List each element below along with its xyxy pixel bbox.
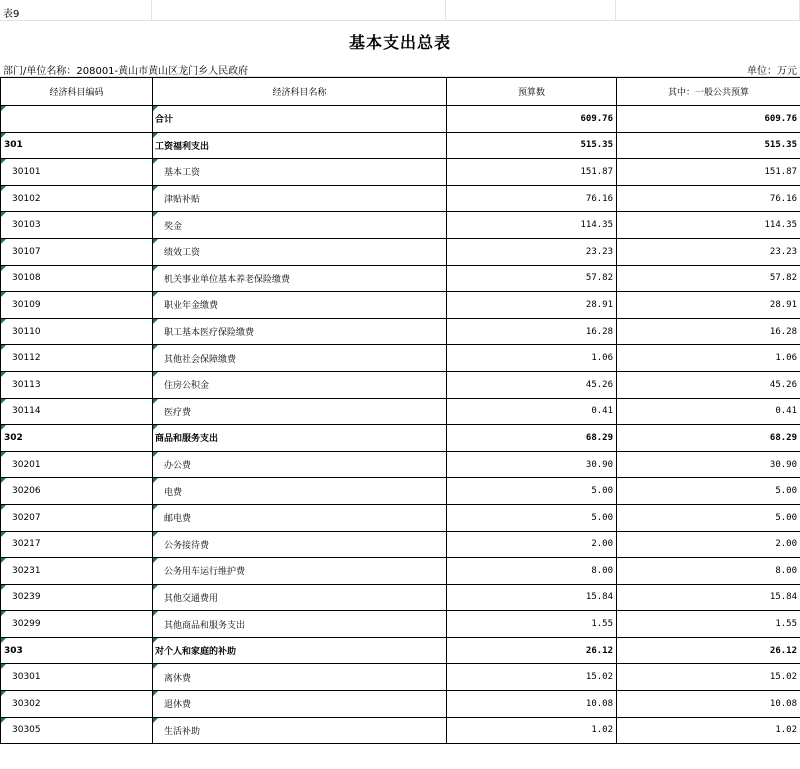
cell-marker-icon [153, 664, 158, 669]
cell-marker-icon [1, 611, 6, 616]
cell-marker-icon [153, 718, 158, 723]
cell-text: 津贴补贴 [164, 195, 201, 206]
table-row [1, 185, 800, 212]
cell-text: 30217 [12, 539, 41, 550]
cell-marker-icon [153, 292, 158, 297]
cell-budget[interactable]: 2.00 [447, 531, 617, 558]
cell-marker-icon [1, 372, 6, 377]
cell-budget[interactable]: 151.87 [447, 159, 617, 186]
cell-text: 30110 [12, 326, 41, 337]
cell-code[interactable] [1, 637, 153, 664]
cell-code[interactable] [1, 292, 153, 319]
cell-general-budget[interactable]: 151.87 [617, 159, 800, 186]
cell-name[interactable] [153, 106, 447, 133]
cell-name[interactable] [153, 504, 447, 531]
cell-general-budget[interactable]: 5.00 [617, 504, 800, 531]
cell-general-budget[interactable]: 23.23 [617, 238, 800, 265]
header-row [1, 78, 800, 106]
cell-budget[interactable]: 26.12 [447, 637, 617, 664]
cell-marker-icon [153, 558, 158, 563]
cell-budget[interactable]: 45.26 [447, 371, 617, 398]
cell-text: 30239 [12, 592, 41, 603]
table-row [1, 398, 800, 425]
cell-budget[interactable]: 15.84 [447, 584, 617, 611]
cell-code[interactable] [1, 664, 153, 691]
sheet-cell[interactable] [446, 0, 616, 21]
cell-text: 303 [4, 645, 23, 656]
cell-text: 30231 [12, 565, 41, 576]
cell-text: 住房公积金 [164, 381, 210, 392]
cell-text: 30207 [12, 512, 41, 523]
cell-general-budget[interactable]: 15.02 [617, 664, 800, 691]
cell-general-budget[interactable]: 515.35 [617, 132, 800, 159]
table-row [1, 451, 800, 478]
cell-marker-icon [153, 425, 158, 430]
table-row [1, 371, 800, 398]
cell-code[interactable] [1, 159, 153, 186]
cell-general-budget[interactable]: 10.08 [617, 691, 800, 718]
cell-name[interactable] [153, 132, 447, 159]
table-row [1, 318, 800, 345]
cell-name[interactable] [153, 664, 447, 691]
cell-text: 30103 [12, 220, 41, 231]
table-row [1, 132, 800, 159]
cell-budget[interactable]: 28.91 [447, 292, 617, 319]
cell-budget[interactable]: 8.00 [447, 558, 617, 585]
cell-code[interactable] [1, 106, 153, 133]
table-row [1, 717, 800, 744]
cell-code[interactable] [1, 531, 153, 558]
cell-marker-icon [1, 664, 6, 669]
cell-marker-icon [153, 452, 158, 457]
cell-marker-icon [1, 585, 6, 590]
cell-name[interactable] [153, 345, 447, 372]
cell-marker-icon [153, 345, 158, 350]
cell-budget[interactable]: 515.35 [447, 132, 617, 159]
cell-general-budget[interactable]: 45.26 [617, 371, 800, 398]
cell-general-budget[interactable]: 57.82 [617, 265, 800, 292]
cell-text: 30302 [12, 698, 41, 709]
cell-text: 退休费 [164, 700, 192, 711]
table-row [1, 345, 800, 372]
cell-budget[interactable]: 609.76 [447, 106, 617, 133]
cell-general-budget[interactable]: 609.76 [617, 106, 800, 133]
cell-general-budget[interactable]: 68.29 [617, 425, 800, 452]
cell-budget[interactable]: 15.02 [447, 664, 617, 691]
cell-text: 其他交通费用 [164, 593, 219, 604]
cell-text: 30206 [12, 486, 41, 497]
table-row [1, 425, 800, 452]
cell-code[interactable] [1, 371, 153, 398]
cell-general-budget[interactable]: 16.28 [617, 318, 800, 345]
cell-text: 301 [4, 140, 23, 151]
table-row [1, 637, 800, 664]
cell-budget[interactable]: 23.23 [447, 238, 617, 265]
table-row [1, 106, 800, 133]
cell-text: 奖金 [164, 221, 183, 232]
cell-code[interactable] [1, 132, 153, 159]
table-row [1, 159, 800, 186]
cell-marker-icon [1, 159, 6, 164]
cell-marker-icon [1, 319, 6, 324]
cell-text: 30109 [12, 299, 41, 310]
cell-text: 302 [4, 432, 23, 443]
cell-marker-icon [1, 425, 6, 430]
cell-budget[interactable]: 16.28 [447, 318, 617, 345]
cell-name[interactable] [153, 398, 447, 425]
cell-text: 30113 [12, 379, 41, 390]
cell-marker-icon [1, 478, 6, 483]
cell-general-budget[interactable]: 26.12 [617, 637, 800, 664]
cell-general-budget[interactable]: 76.16 [617, 185, 800, 212]
cell-name[interactable] [153, 691, 447, 718]
cell-name[interactable] [153, 212, 447, 239]
cell-marker-icon [153, 239, 158, 244]
cell-marker-icon [153, 691, 158, 696]
expenditure-table [0, 77, 800, 744]
cell-budget[interactable]: 1.02 [447, 717, 617, 744]
cell-code[interactable] [1, 691, 153, 718]
cell-text: 合计 [155, 115, 174, 126]
cell-text: 30305 [12, 725, 41, 736]
cell-marker-icon [1, 266, 6, 271]
cell-text: 30101 [12, 166, 41, 177]
cell-text: 30114 [12, 406, 41, 417]
cell-name[interactable] [153, 159, 447, 186]
cell-text: 公务用车运行维护费 [164, 567, 246, 578]
cell-code[interactable] [1, 398, 153, 425]
cell-name[interactable] [153, 185, 447, 212]
table-row [1, 531, 800, 558]
cell-code[interactable] [1, 504, 153, 531]
cell-text: 职业年金缴费 [164, 301, 219, 312]
cell-marker-icon [153, 399, 158, 404]
cell-marker-icon [153, 585, 158, 590]
cell-text: 30107 [12, 246, 41, 257]
header-name[interactable]: 经济科目名称 [153, 78, 447, 106]
cell-budget[interactable]: 0.41 [447, 398, 617, 425]
cell-budget[interactable]: 10.08 [447, 691, 617, 718]
cell-name[interactable] [153, 611, 447, 638]
cell-general-budget[interactable]: 28.91 [617, 292, 800, 319]
table-row [1, 558, 800, 585]
cell-marker-icon [1, 292, 6, 297]
cell-marker-icon [1, 452, 6, 457]
cell-text: 电费 [164, 487, 183, 498]
cell-text: 绩效工资 [164, 248, 201, 259]
cell-code[interactable] [1, 451, 153, 478]
department-name: 部门/单位名称：208001-黄山市黄山区龙门乡人民政府 [3, 66, 249, 77]
cell-general-budget[interactable]: 114.35 [617, 212, 800, 239]
cell-code[interactable] [1, 584, 153, 611]
cell-marker-icon [1, 212, 6, 217]
cell-general-budget[interactable]: 0.41 [617, 398, 800, 425]
cell-code[interactable] [1, 558, 153, 585]
cell-budget[interactable]: 57.82 [447, 265, 617, 292]
cell-marker-icon [153, 266, 158, 271]
cell-name[interactable] [153, 265, 447, 292]
cell-text: 邮电费 [164, 514, 192, 525]
cell-marker-icon [1, 106, 6, 111]
table-row [1, 238, 800, 265]
sheet-cell[interactable] [0, 0, 152, 21]
cell-marker-icon [153, 133, 158, 138]
cell-code[interactable] [1, 212, 153, 239]
cell-name[interactable] [153, 371, 447, 398]
cell-budget[interactable]: 114.35 [447, 212, 617, 239]
unit-label: 单位：万元 [747, 66, 797, 77]
cell-text: 机关事业单位基本养老保险缴费 [164, 274, 291, 285]
cell-code[interactable] [1, 425, 153, 452]
cell-marker-icon [1, 558, 6, 563]
cell-name[interactable] [153, 717, 447, 744]
header-general-budget[interactable]: 其中：一般公共预算 [617, 78, 800, 106]
table-row [1, 212, 800, 239]
page-title: 基本支出总表 [348, 33, 451, 52]
cell-marker-icon [1, 718, 6, 723]
cell-general-budget[interactable]: 30.90 [617, 451, 800, 478]
cell-marker-icon [153, 478, 158, 483]
cell-text: 公务接待费 [164, 540, 210, 551]
cell-general-budget[interactable]: 15.84 [617, 584, 800, 611]
cell-general-budget[interactable]: 2.00 [617, 531, 800, 558]
cell-code[interactable] [1, 265, 153, 292]
cell-marker-icon [1, 505, 6, 510]
cell-text: 30112 [12, 353, 41, 364]
cell-text: 职工基本医疗保险缴费 [164, 328, 255, 339]
cell-text: 30102 [12, 193, 41, 204]
cell-name[interactable] [153, 558, 447, 585]
cell-code[interactable] [1, 318, 153, 345]
cell-name[interactable] [153, 478, 447, 505]
cell-marker-icon [153, 638, 158, 643]
cell-text: 其他社会保障缴费 [164, 354, 237, 365]
cell-marker-icon [153, 212, 158, 217]
table-row [1, 504, 800, 531]
sheet-top-row [0, 0, 800, 22]
cell-text: 医疗费 [164, 407, 192, 418]
cell-marker-icon [1, 691, 6, 696]
table-row [1, 611, 800, 638]
table-row [1, 691, 800, 718]
cell-general-budget[interactable]: 1.02 [617, 717, 800, 744]
cell-budget[interactable]: 68.29 [447, 425, 617, 452]
cell-marker-icon [153, 372, 158, 377]
cell-marker-icon [153, 186, 158, 191]
cell-general-budget[interactable]: 1.06 [617, 345, 800, 372]
cell-marker-icon [153, 319, 158, 324]
header-code[interactable]: 经济科目编码 [1, 78, 153, 106]
cell-budget[interactable]: 76.16 [447, 185, 617, 212]
cell-code[interactable] [1, 717, 153, 744]
cell-general-budget[interactable]: 8.00 [617, 558, 800, 585]
cell-name[interactable] [153, 238, 447, 265]
cell-text: 基本工资 [164, 168, 201, 179]
header-budget[interactable]: 预算数 [447, 78, 617, 106]
cell-name[interactable] [153, 637, 447, 664]
cell-budget[interactable]: 1.55 [447, 611, 617, 638]
cell-marker-icon [1, 133, 6, 138]
cell-marker-icon [1, 532, 6, 537]
cell-marker-icon [1, 186, 6, 191]
cell-text: 办公费 [164, 461, 192, 472]
cell-marker-icon [1, 399, 6, 404]
cell-text: 30299 [12, 619, 41, 630]
cell-code[interactable] [1, 345, 153, 372]
cell-text: 离休费 [164, 673, 192, 684]
cell-budget[interactable]: 1.06 [447, 345, 617, 372]
cell-text: 30108 [12, 273, 41, 284]
sheet-cell[interactable] [152, 0, 446, 21]
table-label: 表9 [3, 9, 20, 20]
cell-name[interactable] [153, 451, 447, 478]
cell-budget[interactable]: 5.00 [447, 504, 617, 531]
cell-marker-icon [1, 239, 6, 244]
table-row [1, 292, 800, 319]
cell-marker-icon [1, 638, 6, 643]
cell-name[interactable] [153, 425, 447, 452]
table-row [1, 478, 800, 505]
cell-marker-icon [153, 611, 158, 616]
cell-marker-icon [153, 532, 158, 537]
cell-code[interactable] [1, 611, 153, 638]
cell-code[interactable] [1, 238, 153, 265]
cell-text: 工资福利支出 [155, 141, 210, 152]
cell-marker-icon [153, 505, 158, 510]
cell-text: 其他商品和服务支出 [164, 620, 246, 631]
cell-marker-icon [1, 345, 6, 350]
cell-name[interactable] [153, 318, 447, 345]
cell-text: 生活补助 [164, 726, 201, 737]
cell-name[interactable] [153, 584, 447, 611]
cell-marker-icon [153, 106, 158, 111]
cell-text: 30201 [12, 459, 41, 470]
info-line [0, 60, 800, 77]
cell-text: 商品和服务支出 [155, 434, 219, 445]
cell-code[interactable] [1, 478, 153, 505]
cell-general-budget[interactable]: 1.55 [617, 611, 800, 638]
cell-text: 对个人和家庭的补助 [155, 647, 237, 658]
cell-text: 30301 [12, 672, 41, 683]
cell-budget[interactable]: 5.00 [447, 478, 617, 505]
table-row [1, 584, 800, 611]
table-row [1, 664, 800, 691]
sheet-cell[interactable] [616, 0, 800, 21]
cell-name[interactable] [153, 531, 447, 558]
cell-code[interactable] [1, 185, 153, 212]
cell-marker-icon [153, 159, 158, 164]
table-row [1, 265, 800, 292]
cell-budget[interactable]: 30.90 [447, 451, 617, 478]
cell-general-budget[interactable]: 5.00 [617, 478, 800, 505]
cell-name[interactable] [153, 292, 447, 319]
